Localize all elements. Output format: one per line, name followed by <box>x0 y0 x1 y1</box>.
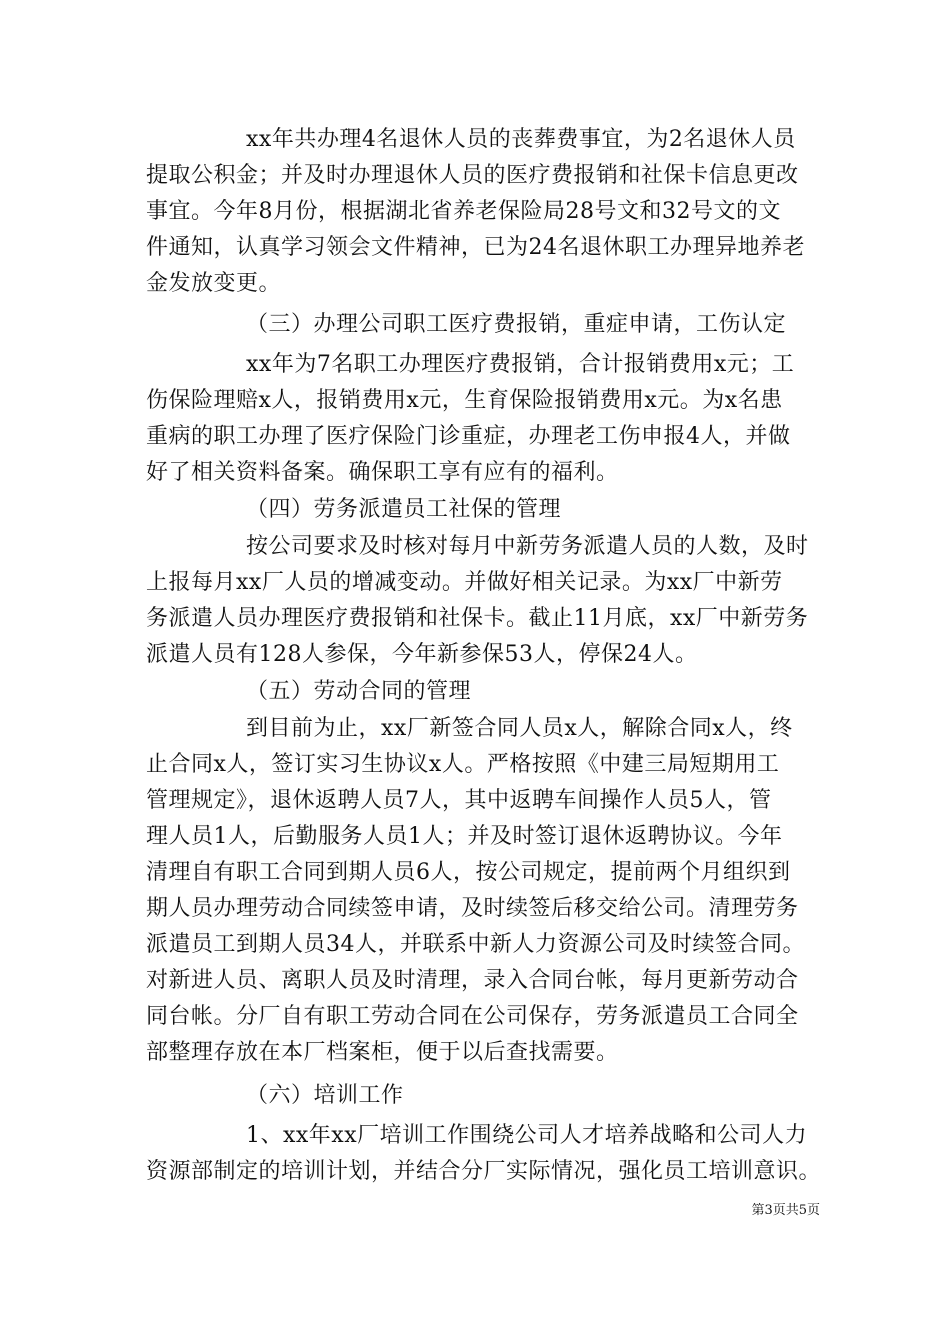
paragraph-line: 按公司要求及时核对每月中新劳务派遣人员的人数，及时 <box>246 534 809 559</box>
paragraph-line: 期人员办理劳动合同续签申请，及时续签后移交给公司。清理劳务 <box>146 896 799 921</box>
paragraph-line: 金发放变更。 <box>146 271 282 296</box>
paragraph-line: 部整理存放在本厂档案柜，便于以后查找需要。 <box>146 1040 619 1065</box>
section-heading: （六）培训工作 <box>246 1083 404 1108</box>
section-heading: （五）劳动合同的管理 <box>246 679 472 704</box>
paragraph-line: 清理自有职工合同到期人员6人，按公司规定，提前两个月组织到 <box>146 860 791 885</box>
paragraph-line: 1、xx年xx厂培训工作围绕公司人才培养战略和公司人力 <box>246 1123 808 1148</box>
section-heading: （三）办理公司职工医疗费报销，重症申请，工伤认定 <box>246 312 787 337</box>
paragraph-line: 止合同x人，签订实习生协议x人。严格按照《中建三局短期用工 <box>146 752 780 777</box>
paragraph-line: 提取公积金；并及时办理退休人员的医疗费报销和社保卡信息更改 <box>146 163 799 188</box>
paragraph-line: 对新进人员、离职人员及时清理，录入合同台帐，每月更新劳动合 <box>146 968 799 993</box>
paragraph-line: xx年为7名职工办理医疗费报销，合计报销费用x元；工 <box>246 352 795 377</box>
paragraph-line: xx年共办理4名退休人员的丧葬费事宜，为2名退休人员 <box>246 127 796 152</box>
paragraph-line: 上报每月xx厂人员的增减变动。并做好相关记录。为xx厂中新劳 <box>146 570 783 595</box>
section-heading: （四）劳务派遣员工社保的管理 <box>246 497 562 522</box>
paragraph-line: 好了相关资料备案。确保职工享有应有的福利。 <box>146 460 619 485</box>
paragraph-line: 派遣员工到期人员34人，并联系中新人力资源公司及时续签合同。 <box>146 932 805 957</box>
paragraph-line: 到目前为止，xx厂新签合同人员x人，解除合同x人，终 <box>246 716 793 741</box>
paragraph-line: 伤保险理赔x人，报销费用x元，生育保险报销费用x元。为x名患 <box>146 388 783 413</box>
paragraph-line: 同台帐。分厂自有职工劳动合同在公司保存，劳务派遣员工合同全 <box>146 1004 799 1029</box>
paragraph-line: 管理规定》，退休返聘人员7人，其中返聘车间操作人员5人，管 <box>146 788 772 813</box>
paragraph-line: 派遣人员有128人参保，今年新参保53人，停保24人。 <box>146 642 698 667</box>
paragraph-line: 务派遣人员办理医疗费报销和社保卡。截止11月底，xx厂中新劳务 <box>146 606 809 631</box>
page-number: 第3页共5页 <box>751 1203 820 1218</box>
paragraph-line: 重病的职工办理了医疗保险门诊重症，办理老工伤申报4人，并做 <box>146 424 791 449</box>
paragraph-line: 资源部制定的培训计划，并结合分厂实际情况，强化员工培训意识。 <box>146 1159 822 1184</box>
paragraph-line: 件通知，认真学习领会文件精神，已为24名退休职工办理异地养老 <box>146 235 805 260</box>
paragraph-line: 理人员1人，后勤服务人员1人；并及时签订退休返聘协议。今年 <box>146 824 783 849</box>
paragraph-line: 事宜。今年8月份，根据湖北省养老保险局28号文和32号文的文 <box>146 199 781 224</box>
